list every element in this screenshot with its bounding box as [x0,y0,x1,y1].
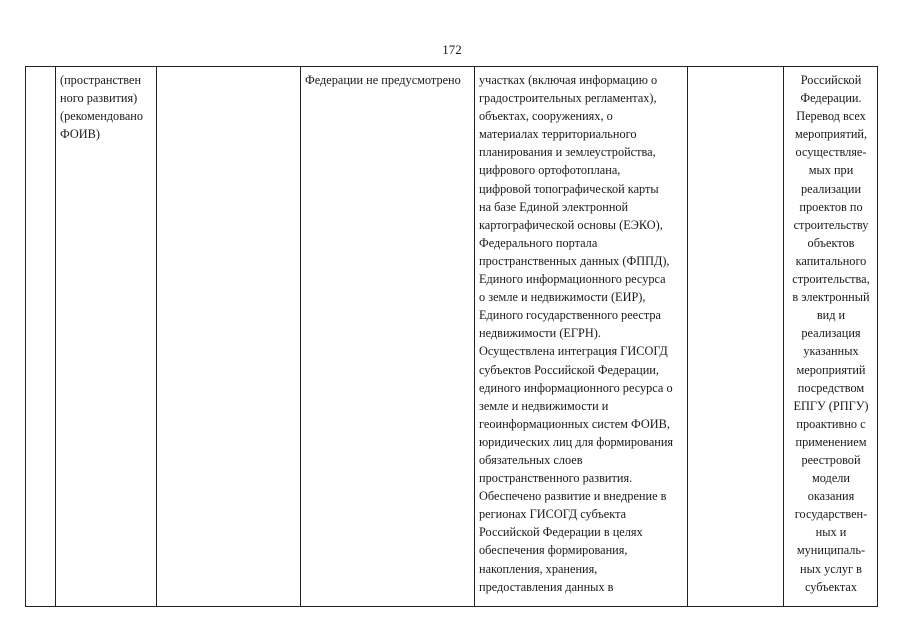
text-line: на базе Единой электронной [479,199,629,214]
text-line: ФОИВ) [60,127,100,142]
text-line: картографической основы (ЕЭКО), [479,217,663,232]
text-line: пространственного развития. [479,471,633,486]
text-line: Российской [800,73,862,87]
cell-description [475,67,688,607]
text-line: вид и [816,308,846,323]
text-line: градостроительных регламентах), [479,91,657,106]
text-line: субъектах [805,579,857,594]
text-line: обязательных слоев [479,452,583,467]
text-line: материалах территориального [479,127,637,142]
document-table [25,66,878,607]
text-line: проектов по [799,199,863,214]
text-line: ЕПГУ (РПГУ) [793,398,869,413]
text-line: цифрового ортофотоплана, [479,163,621,178]
text-line: (рекомендовано [60,109,144,124]
text-line: государствен- [794,507,868,522]
text-line: Перевод всех [796,109,866,124]
text-line: геоинформационных систем ФОИВ, [479,416,670,431]
text-line: единого информационного ресурса о [479,380,673,395]
text-line: Федерального портала [479,235,598,250]
text-line: о земле и недвижимости (ЕИР), [479,290,646,305]
text-line: строительству [793,217,869,232]
text-line: мероприятий, [794,127,868,142]
text-line: проактивно с [796,416,866,431]
text-line: строительства, [792,272,870,287]
text-line: реализации [800,181,862,196]
text-line: пространственных данных (ФППД), [479,253,670,268]
text-line: муниципаль- [796,543,866,558]
text-line: в электронный [792,290,870,305]
cell-responsible [56,67,157,607]
text-line: ных и [815,525,847,540]
text-line: Федерации. [800,91,862,106]
text-line: земле и недвижимости и [479,398,609,413]
text-line: Единого государственного реестра [479,308,662,323]
text-line: ного развития) [60,91,138,106]
text-line: обеспечения формирования, [479,543,628,558]
text-line: реестровой [801,452,861,467]
text-line: объектах, сооружениях, о [479,109,613,124]
text-line: цифровой топографической карты [479,181,659,196]
text-line: юридических лиц для формирования [479,434,674,449]
text-line: Осуществлена интеграция ГИСОГД [479,344,668,359]
text-line: осуществляе- [795,145,867,160]
text-line: Российской Федерации в целях [479,525,643,540]
text-line: объектов [807,235,855,250]
page-number: 172 [442,42,462,57]
text-line: предоставления данных в [479,579,614,594]
cell-number [26,67,56,607]
cell-status [301,67,475,607]
text-line: мероприятий [796,362,866,377]
cell-empty [157,67,301,607]
text-line: оказания [807,489,855,504]
text-line: участках (включая информацию о [479,73,658,87]
text-line: посредством [797,380,865,395]
text-line: указанных [803,344,859,359]
table-row [26,67,878,607]
text-line: накопления, хранения, [479,561,598,576]
cell-empty-2 [688,67,784,607]
text-line: мых при [808,163,854,178]
text-line: Федерации не предусмотрено [305,73,461,87]
text-line: регионах ГИСОГД субъекта [479,507,627,522]
text-line: недвижимости (ЕГРН). [479,326,601,341]
text-line: (пространствен [60,73,142,87]
cell-notes [784,67,878,607]
text-line: планирования и землеустройства, [479,145,656,160]
text-line: модели [811,471,850,486]
text-line: ных услуг в [800,561,862,576]
text-line: субъектов Российской Федерации, [479,362,659,377]
text-line: применением [795,434,867,449]
text-line: Обеспечено развитие и внедрение в [479,489,667,504]
text-line: капитального [795,253,867,268]
text-line: Единого информационного ресурса [479,272,666,287]
text-line: реализация [801,326,861,341]
